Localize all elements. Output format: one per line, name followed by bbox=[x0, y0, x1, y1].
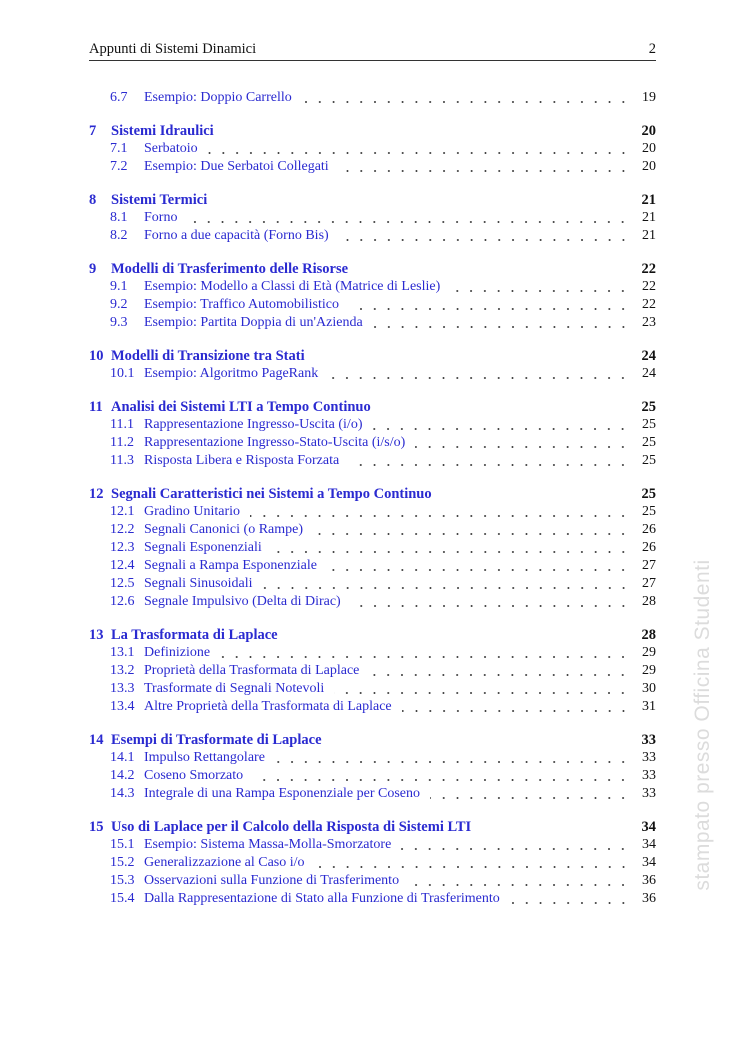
dot-leader bbox=[302, 100, 630, 104]
section-number[interactable]: 15 bbox=[89, 819, 104, 835]
toc-subsection-entry[interactable] bbox=[89, 749, 656, 767]
subsection-number[interactable]: 14.3 bbox=[110, 786, 135, 801]
toc-subsection-entry[interactable] bbox=[89, 416, 656, 434]
toc-subsection-entry[interactable] bbox=[89, 278, 656, 296]
document-title: Appunti di Sistemi Dinamici bbox=[89, 41, 257, 57]
subsection-number[interactable]: 6.7 bbox=[110, 90, 128, 105]
dot-leader bbox=[272, 550, 630, 554]
subsection-page-number: 28 bbox=[642, 594, 656, 609]
subsection-number[interactable]: 13.3 bbox=[110, 681, 135, 696]
subsection-page-number: 22 bbox=[642, 297, 656, 312]
section-page-number: 33 bbox=[641, 732, 656, 748]
subsection-number[interactable]: 11.3 bbox=[110, 453, 134, 468]
subsection-page-number: 33 bbox=[642, 786, 656, 801]
toc-subsection-entry[interactable] bbox=[89, 854, 656, 872]
toc-subsection-entry[interactable] bbox=[89, 434, 656, 452]
subsection-number[interactable]: 13.2 bbox=[110, 663, 135, 678]
subsection-number[interactable]: 12.5 bbox=[110, 576, 135, 591]
toc-section-entry[interactable] bbox=[89, 731, 656, 749]
section-number[interactable]: 9 bbox=[89, 261, 97, 277]
subsection-title-link[interactable]: Segnali Canonici (o Rampe) bbox=[144, 522, 304, 537]
section-number[interactable]: 13 bbox=[89, 627, 104, 643]
dot-leader bbox=[327, 568, 630, 572]
dot-leader bbox=[339, 238, 630, 242]
section-title-link[interactable]: Analisi dei Sistemi LTI a Tempo Continuo bbox=[111, 399, 371, 415]
dot-leader bbox=[402, 709, 630, 713]
section-title-link[interactable]: Segnali Caratteristici nei Sistemi a Tempo Continuo bbox=[111, 486, 432, 502]
subsection-number[interactable]: 14.2 bbox=[110, 768, 135, 783]
subsection-number[interactable]: 10.1 bbox=[110, 366, 135, 381]
subsection-number[interactable]: 15.3 bbox=[110, 873, 135, 888]
toc-subsection-entry[interactable] bbox=[89, 872, 656, 890]
subsection-page-number: 34 bbox=[642, 837, 656, 852]
subsection-title-link[interactable]: Rappresentazione Ingresso-Stato-Uscita (i/s/o) bbox=[144, 435, 406, 450]
section-number[interactable]: 11 bbox=[89, 399, 103, 415]
toc-subsection-entry[interactable] bbox=[89, 521, 656, 539]
toc-subsection-entry[interactable] bbox=[89, 890, 656, 908]
toc-chapter-group bbox=[89, 731, 656, 803]
subsection-title-link[interactable]: Trasformate di Segnali Notevoli bbox=[144, 681, 325, 696]
section-title-link[interactable]: La Trasformata di Laplace bbox=[111, 627, 278, 643]
subsection-page-number: 34 bbox=[642, 855, 656, 870]
toc-section-entry[interactable] bbox=[89, 818, 656, 836]
toc-subsection-entry[interactable] bbox=[89, 365, 656, 383]
subsection-page-number: 30 bbox=[642, 681, 656, 696]
subsection-title-link[interactable]: Forno bbox=[144, 210, 178, 225]
dot-leader bbox=[373, 325, 630, 329]
toc-subsection-entry[interactable] bbox=[89, 503, 656, 521]
section-title-link[interactable]: Modelli di Trasferimento delle Risorse bbox=[111, 261, 349, 277]
subsection-title-link[interactable]: Esempio: Algoritmo PageRank bbox=[144, 366, 319, 381]
dot-leader bbox=[187, 220, 630, 224]
dot-leader bbox=[208, 151, 630, 155]
section-page-number: 25 bbox=[641, 399, 656, 415]
toc-subsection-entry[interactable] bbox=[89, 140, 656, 158]
subsection-number[interactable]: 12.4 bbox=[110, 558, 135, 573]
section-title-link[interactable]: Sistemi Termici bbox=[111, 192, 208, 208]
section-title-link[interactable]: Esempi di Trasformate di Laplace bbox=[111, 732, 322, 748]
toc-chapter-group bbox=[89, 626, 656, 716]
subsection-number[interactable]: 12.2 bbox=[110, 522, 135, 537]
subsection-title-link[interactable]: Risposta Libera e Risposta Forzata bbox=[144, 453, 340, 468]
section-page-number: 24 bbox=[641, 348, 656, 364]
dot-leader bbox=[372, 427, 630, 431]
subsection-number[interactable]: 9.1 bbox=[110, 279, 128, 294]
section-page-number: 34 bbox=[641, 819, 656, 835]
subsection-title-link[interactable]: Altre Proprietà della Trasformata di Laplace bbox=[144, 699, 392, 714]
subsection-title-link[interactable]: Generalizzazione al Caso i/o bbox=[144, 855, 305, 870]
dot-leader bbox=[220, 655, 630, 659]
dot-leader bbox=[334, 691, 630, 695]
dot-leader bbox=[415, 445, 630, 449]
subsection-page-number: 33 bbox=[642, 768, 656, 783]
subsection-page-number: 31 bbox=[642, 699, 656, 714]
toc-subsection-entry[interactable] bbox=[89, 89, 656, 107]
subsection-title-link[interactable]: Segnali a Rampa Esponenziale bbox=[144, 558, 317, 573]
toc-subsection-entry[interactable] bbox=[89, 227, 656, 245]
dot-leader bbox=[351, 604, 630, 608]
toc-section-entry[interactable] bbox=[89, 260, 656, 278]
subsection-page-number: 23 bbox=[642, 315, 656, 330]
toc-chapter-group bbox=[89, 191, 656, 245]
subsection-title-link[interactable]: Esempio: Partita Doppia di un'Azienda bbox=[144, 315, 363, 330]
subsection-title-link[interactable]: Rappresentazione Ingresso-Uscita (i/o) bbox=[144, 417, 363, 432]
toc-subsection-entry[interactable] bbox=[89, 557, 656, 575]
subsection-number[interactable]: 15.4 bbox=[110, 891, 135, 906]
section-number[interactable]: 8 bbox=[89, 192, 97, 208]
subsection-number[interactable]: 9.3 bbox=[110, 315, 128, 330]
subsection-page-number: 25 bbox=[642, 453, 656, 468]
toc-chapter-group bbox=[89, 398, 656, 470]
toc-subsection-entry[interactable] bbox=[89, 662, 656, 680]
subsection-number[interactable]: 7.2 bbox=[110, 159, 128, 174]
subsection-title-link[interactable]: Esempio: Traffico Automobilistico bbox=[144, 297, 339, 312]
toc-section-entry[interactable] bbox=[89, 122, 656, 140]
toc-subsection-entry[interactable] bbox=[89, 452, 656, 470]
section-number[interactable]: 14 bbox=[89, 732, 104, 748]
subsection-title-link[interactable]: Gradino Unitario bbox=[144, 504, 241, 519]
toc-subsection-entry[interactable] bbox=[89, 575, 656, 593]
subsection-title-link[interactable]: Segnali Sinusoidali bbox=[144, 576, 253, 591]
toc-section-entry[interactable] bbox=[89, 191, 656, 209]
subsection-title-link[interactable]: Esempio: Modello a Classi di Età (Matrice di Leslie) bbox=[144, 279, 441, 294]
subsection-page-number: 21 bbox=[642, 228, 656, 243]
subsection-number[interactable]: 15.1 bbox=[110, 837, 135, 852]
subsection-number[interactable]: 8.2 bbox=[110, 228, 128, 243]
toc-subsection-entry[interactable] bbox=[89, 698, 656, 716]
subsection-title-link[interactable]: Forno a due capacità (Forno Bis) bbox=[144, 228, 329, 243]
subsection-page-number: 36 bbox=[642, 891, 656, 906]
toc-chapter-group bbox=[89, 122, 656, 176]
dot-leader bbox=[315, 865, 630, 869]
dot-leader bbox=[275, 760, 630, 764]
dot-leader bbox=[253, 778, 630, 782]
section-page-number: 28 bbox=[641, 627, 656, 643]
toc-subsection-entry[interactable] bbox=[89, 296, 656, 314]
subsection-page-number: 26 bbox=[642, 522, 656, 537]
page-number: 2 bbox=[648, 41, 656, 57]
dot-leader bbox=[349, 463, 630, 467]
subsection-number[interactable]: 11.1 bbox=[110, 417, 134, 432]
subsection-title-link[interactable]: Esempio: Sistema Massa-Molla-Smorzatore bbox=[144, 837, 392, 852]
toc-chapter-group bbox=[89, 818, 656, 908]
section-title-link[interactable]: Uso di Laplace per il Calcolo della Risposta di Sistemi LTI bbox=[111, 819, 472, 835]
toc-section-entry[interactable] bbox=[89, 485, 656, 503]
subsection-title-link[interactable]: Segnale Impulsivo (Delta di Dirac) bbox=[144, 594, 341, 609]
dot-leader bbox=[349, 307, 630, 311]
subsection-page-number: 27 bbox=[642, 576, 656, 591]
subsection-title-link[interactable]: Esempio: Doppio Carrello bbox=[144, 90, 292, 105]
toc-subsection-entry[interactable] bbox=[89, 314, 656, 332]
toc-subsection-entry[interactable] bbox=[89, 836, 656, 854]
section-title-link[interactable]: Sistemi Idraulici bbox=[111, 123, 214, 139]
subsection-page-number: 19 bbox=[642, 90, 656, 105]
dot-leader bbox=[430, 796, 630, 800]
toc-subsection-entry[interactable] bbox=[89, 593, 656, 611]
subsection-page-number: 29 bbox=[642, 645, 656, 660]
dot-leader bbox=[409, 883, 630, 887]
subsection-title-link[interactable]: Coseno Smorzato bbox=[144, 768, 244, 783]
section-page-number: 21 bbox=[641, 192, 656, 208]
section-number[interactable]: 10 bbox=[89, 348, 104, 364]
subsection-title-link[interactable]: Dalla Rappresentazione di Stato alla Funzione di Trasferimento bbox=[144, 891, 500, 906]
subsection-page-number: 33 bbox=[642, 750, 656, 765]
subsection-page-number: 36 bbox=[642, 873, 656, 888]
subsection-page-number: 22 bbox=[642, 279, 656, 294]
subsection-page-number: 29 bbox=[642, 663, 656, 678]
subsection-page-number: 25 bbox=[642, 417, 656, 432]
toc-subsection-entry[interactable] bbox=[89, 158, 656, 176]
subsection-number[interactable]: 9.2 bbox=[110, 297, 128, 312]
toc-chapter-group bbox=[89, 89, 656, 107]
table-of-contents bbox=[89, 89, 656, 923]
toc-chapter-group bbox=[89, 260, 656, 332]
toc-section-entry[interactable] bbox=[89, 626, 656, 644]
dot-leader bbox=[250, 514, 630, 518]
subsection-page-number: 20 bbox=[642, 159, 656, 174]
toc-section-entry[interactable] bbox=[89, 347, 656, 365]
subsection-number[interactable]: 13.4 bbox=[110, 699, 135, 714]
subsection-number[interactable]: 13.1 bbox=[110, 645, 135, 660]
section-page-number: 20 bbox=[641, 123, 656, 139]
dot-leader bbox=[339, 169, 630, 173]
subsection-title-link[interactable]: Serbatoio bbox=[144, 141, 198, 156]
section-page-number: 22 bbox=[641, 261, 656, 277]
subsection-title-link[interactable]: Proprietà della Trasformata di Laplace bbox=[144, 663, 360, 678]
dot-leader bbox=[510, 901, 630, 905]
toc-chapter-group bbox=[89, 485, 656, 611]
toc-chapter-group bbox=[89, 347, 656, 383]
subsection-title-link[interactable]: Impulso Rettangolare bbox=[144, 750, 265, 765]
section-number[interactable]: 7 bbox=[89, 123, 97, 139]
dot-leader bbox=[263, 586, 631, 590]
subsection-page-number: 26 bbox=[642, 540, 656, 555]
subsection-number[interactable]: 8.1 bbox=[110, 210, 128, 225]
subsection-number[interactable]: 15.2 bbox=[110, 855, 135, 870]
subsection-number[interactable]: 14.1 bbox=[110, 750, 135, 765]
section-page-number: 25 bbox=[641, 486, 656, 502]
toc-subsection-entry[interactable] bbox=[89, 767, 656, 785]
subsection-page-number: 25 bbox=[642, 435, 656, 450]
subsection-number[interactable]: 7.1 bbox=[110, 141, 128, 156]
toc-subsection-entry[interactable] bbox=[89, 644, 656, 662]
toc-subsection-entry[interactable] bbox=[89, 539, 656, 557]
subsection-title-link[interactable]: Esempio: Due Serbatoi Collegati bbox=[144, 159, 329, 174]
subsection-title-link[interactable]: Definizione bbox=[144, 645, 211, 660]
subsection-page-number: 24 bbox=[642, 366, 656, 381]
running-header bbox=[89, 40, 656, 61]
subsection-title-link[interactable]: Segnali Esponenziali bbox=[144, 540, 262, 555]
toc-subsection-entry[interactable] bbox=[89, 785, 656, 803]
subsection-number[interactable]: 12.3 bbox=[110, 540, 135, 555]
watermark: stampato presso Officina Studenti bbox=[691, 559, 714, 891]
dot-leader bbox=[328, 376, 630, 380]
subsection-page-number: 27 bbox=[642, 558, 656, 573]
section-number[interactable]: 12 bbox=[89, 486, 104, 502]
subsection-title-link[interactable]: Osservazioni sulla Funzione di Trasferimento bbox=[144, 873, 400, 888]
section-title-link[interactable]: Modelli di Transizione tra Stati bbox=[111, 348, 305, 364]
subsection-title-link[interactable]: Integrale di una Rampa Esponenziale per Coseno bbox=[144, 786, 421, 801]
toc-subsection-entry[interactable] bbox=[89, 209, 656, 227]
subsection-number[interactable]: 11.2 bbox=[110, 435, 134, 450]
dot-leader bbox=[450, 289, 630, 293]
dot-leader bbox=[313, 532, 630, 536]
toc-section-entry[interactable] bbox=[89, 398, 656, 416]
dot-leader bbox=[401, 847, 630, 851]
subsection-number[interactable]: 12.1 bbox=[110, 504, 135, 519]
subsection-page-number: 20 bbox=[642, 141, 656, 156]
toc-subsection-entry[interactable] bbox=[89, 680, 656, 698]
dot-leader bbox=[369, 673, 630, 677]
subsection-number[interactable]: 12.6 bbox=[110, 594, 135, 609]
subsection-page-number: 25 bbox=[642, 504, 656, 519]
subsection-page-number: 21 bbox=[642, 210, 656, 225]
